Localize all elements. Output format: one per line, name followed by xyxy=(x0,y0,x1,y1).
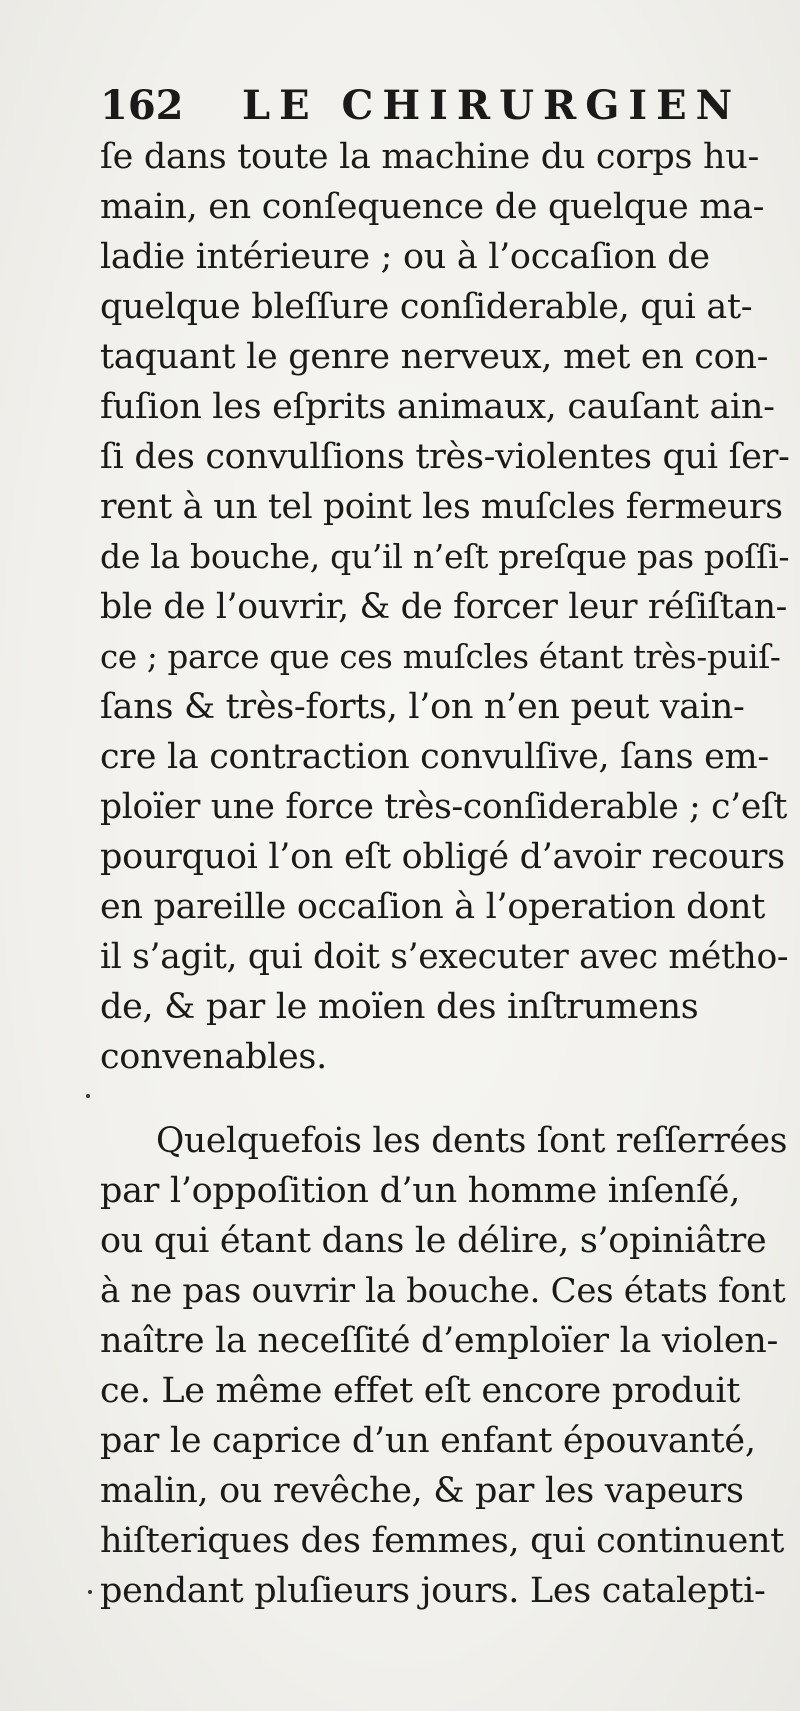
text-line: Quelquefois les dents ſont reſſerrées xyxy=(156,1121,788,1161)
text-line: ce ; parce que ces muſcles étant très-puiſ- xyxy=(100,638,781,676)
text-line: ou qui étant dans le délire, s’opiniâtre xyxy=(100,1221,767,1261)
running-head: LE CHIRURGIEN xyxy=(242,82,742,129)
ink-speck xyxy=(86,1094,90,1098)
ink-speck xyxy=(88,1590,92,1594)
text-line: ſe dans toute la machine du corps hu- xyxy=(100,137,760,177)
text-line: pourquoi l’on eſt obligé d’avoir recours xyxy=(100,837,785,877)
text-line: ſans & très-forts, l’on n’en peut vain- xyxy=(100,687,745,727)
text-line: de, & par le moïen des inſtrumens xyxy=(100,987,699,1027)
text-line: en pareille occaſion à l’operation dont xyxy=(100,887,766,927)
text-line: ladie intérieure ; ou à l’occaſion de xyxy=(100,237,710,277)
text-line: à ne pas ouvrir la bouche. Ces états font xyxy=(100,1271,786,1311)
text-line: convenables. xyxy=(100,1037,327,1077)
paragraph-2 xyxy=(100,1116,790,1616)
text-line: main, en conſequence de quelque ma- xyxy=(100,187,765,227)
paragraph-1 xyxy=(100,132,790,1082)
text-line: par l’oppoſition d’un homme inſenſé, xyxy=(100,1171,741,1211)
text-line: taquant le genre nerveux, met en con- xyxy=(100,337,769,377)
text-line: fuſion les eſprits animaux, cauſant ain- xyxy=(100,387,775,427)
text-line: par le caprice d’un enfant épouvanté, xyxy=(100,1421,756,1461)
text-line: cre la contraction convulſive, ſans em- xyxy=(100,737,769,777)
text-line: rent à un tel point les muſcles fermeurs xyxy=(100,487,783,527)
text-line: pendant pluſieurs jours. Les catalepti- xyxy=(100,1571,766,1611)
text-line: il s’agit, qui doit s’executer avec métho- xyxy=(100,937,789,977)
text-line: ſi des convulſions très-violentes qui ſer- xyxy=(100,437,790,477)
paragraph-gap xyxy=(100,1082,790,1116)
text-line: ble de l’ouvrir, & de forcer leur réſiſtan- xyxy=(100,587,788,627)
text-line: ploïer une force très-conſiderable ; c’eſt xyxy=(100,787,788,827)
page-header xyxy=(100,76,740,136)
body-text xyxy=(100,132,790,1616)
text-line: hiſteriques des femmes, qui continuent xyxy=(100,1521,785,1561)
text-line: de la bouche, qu’il n’eſt preſque pas poſſi- xyxy=(100,537,790,576)
page-number: 162 xyxy=(100,82,184,129)
text-line: ce. Le même effet eſt encore produit xyxy=(100,1371,741,1411)
text-line: malin, ou revêche, & par les vapeurs xyxy=(100,1471,744,1511)
text-line: naître la neceſſité d’emploïer la violen- xyxy=(100,1321,779,1361)
text-line: quelque bleſſure conſiderable, qui at- xyxy=(100,287,753,327)
